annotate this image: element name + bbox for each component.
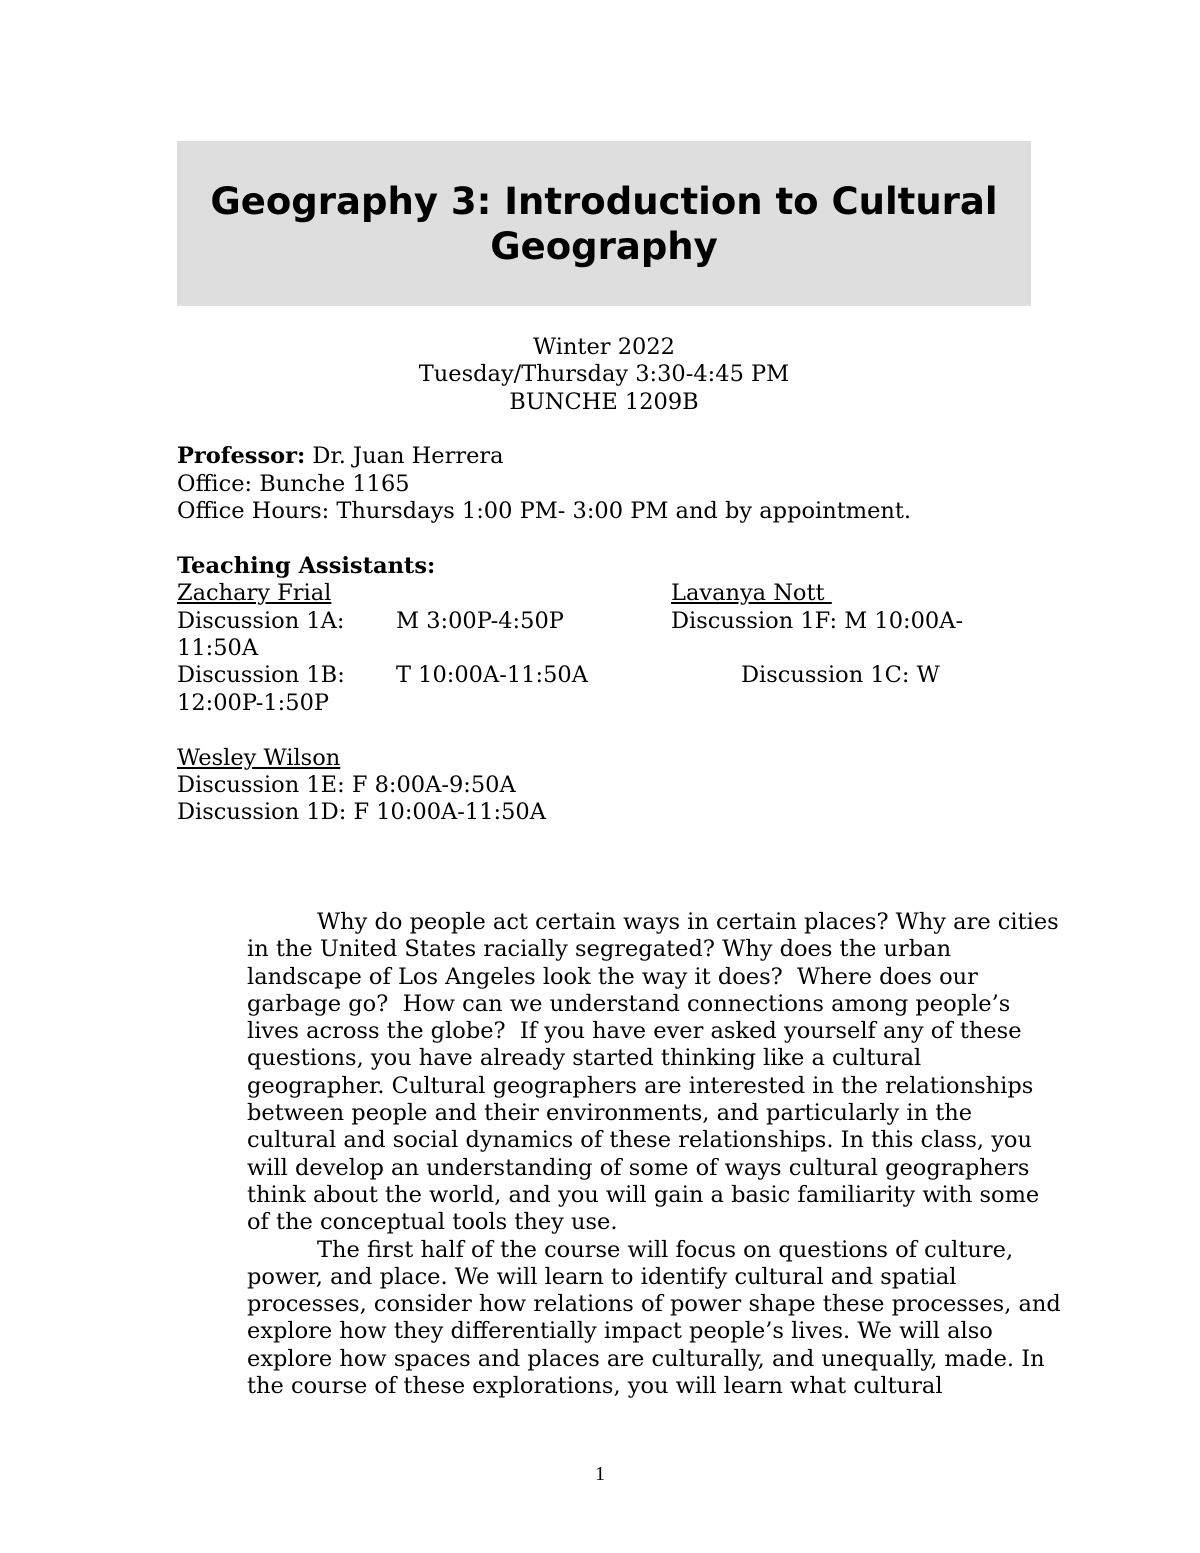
para2-line: explore how they differentially impact people’s lives. We will also [247, 1318, 993, 1345]
course-title: Geography 3: Introduction to Cultural Geography [210, 179, 998, 268]
para1-line: Why do people act certain ways in certain places? Why are cities [317, 909, 1059, 935]
ta1-discussion-1a-time: M 3:00P-4:50P [396, 608, 564, 634]
professor-name: Dr. Juan Herrera [305, 443, 504, 469]
para1-line: cultural and social dynamics of these relationships. In this class, you [247, 1127, 1032, 1154]
ta2-name: Lavanya Nott [671, 580, 832, 606]
ta1-discussion-1b-label: Discussion 1B: [177, 662, 345, 688]
ta-heading: Teaching Assistants: [177, 553, 436, 579]
title-banner [177, 141, 1031, 306]
location: BUNCHE 1209B [509, 388, 699, 415]
course-meta [177, 334, 1031, 416]
para1-line: lives across the globe? If you have ever asked yourself any of these [247, 1018, 1022, 1045]
para2-line: The first half of the course will focus on questions of culture, [317, 1236, 1014, 1263]
para1-line: questions, you have already started thinking like a cultural [247, 1045, 922, 1072]
para1-line: will develop an understanding of some of ways cultural geographers [247, 1154, 1030, 1181]
para1-line: garbage go? How can we understand connections among people’s [247, 990, 1011, 1017]
para1-line: between people and their environments, and particularly in the [247, 1100, 973, 1127]
para2-line: processes, consider how relations of power shape these processes, and [247, 1291, 1061, 1318]
ta1-name: Zachary Frial [177, 580, 332, 606]
ta1-discussion-1b-time: T 10:00A-11:50A [396, 662, 588, 688]
schedule: Tuesday/Thursday 3:30-4:45 PM [418, 361, 790, 388]
para1-line: geographer. Cultural geographers are interested in the relationships [247, 1072, 1034, 1099]
ta2-discussion-1f-wrap: 11:50A [177, 635, 259, 661]
paragraph-1 [177, 909, 1059, 1237]
para2-line: power, and place. We will learn to identify cultural and spatial [247, 1263, 957, 1290]
para1-line: of the conceptual tools they use. [247, 1209, 618, 1236]
para1-line: landscape of Los Angeles look the way it does? Where does our [247, 963, 978, 990]
para2-line: explore how spaces and places are culturally, and unequally, made. In [247, 1345, 1045, 1372]
ta3-discussion-1d: Discussion 1D: F 10:00A-11:50A [177, 799, 546, 825]
office: Office: Bunche 1165 [177, 471, 410, 497]
page-number: 1 [595, 1463, 605, 1485]
paragraph-2 [177, 1236, 1061, 1401]
professor-label: Professor: [177, 443, 306, 469]
professor-line [177, 443, 504, 470]
para2-line: the course of these explorations, you will learn what cultural [247, 1373, 943, 1400]
ta1-discussion-1a-label: Discussion 1A: [177, 608, 345, 634]
ta2-discussion-1c-wrap: 12:00P-1:50P [177, 690, 330, 716]
office-hours: Office Hours: Thursdays 1:00 PM- 3:00 PM and by appointment. [177, 498, 912, 524]
term: Winter 2022 [533, 334, 675, 360]
para1-line: in the United States racially segregated? Why does the urban [247, 936, 952, 963]
para1-line: think about the world, and you will gain a basic familiarity with some [247, 1181, 1040, 1208]
ta2-discussion-1f: Discussion 1F: M 10:00A- [671, 608, 964, 634]
ta3-name: Wesley Wilson [177, 745, 341, 771]
ta3-discussion-1e: Discussion 1E: F 8:00A-9:50A [177, 772, 516, 798]
ta2-discussion-1c: Discussion 1C: W [741, 662, 940, 688]
course-description [177, 909, 1061, 1400]
